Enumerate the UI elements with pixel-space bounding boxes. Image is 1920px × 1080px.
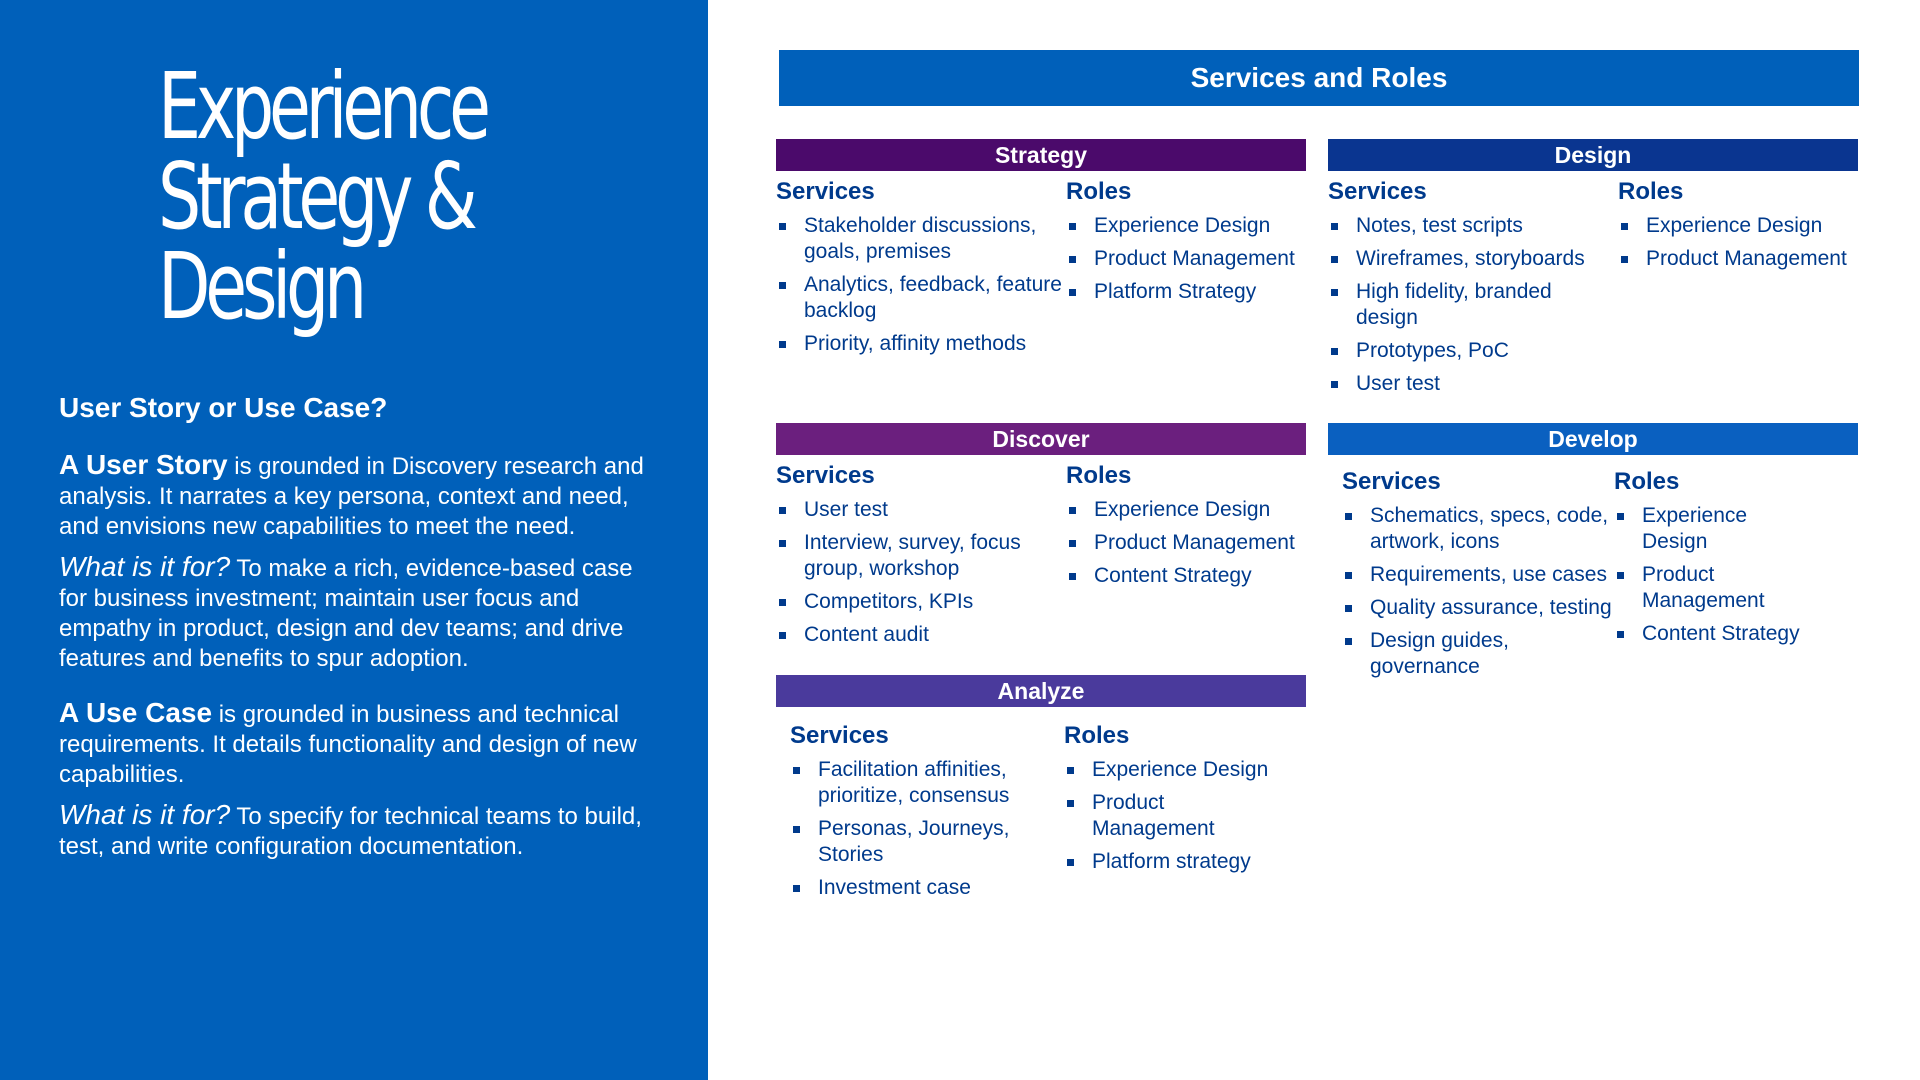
design-services <box>1328 171 1618 404</box>
title-line: Strategy & <box>158 143 473 250</box>
list-item: Analytics, feedback, feature backlog <box>776 272 1066 324</box>
list-item: Interview, survey, focus group, workshop <box>776 530 1066 582</box>
user-story-lead: A User Story <box>59 449 228 480</box>
services-label: Services <box>1328 178 1427 205</box>
title-line: Experience <box>158 53 486 160</box>
analyze-section <box>776 675 1306 908</box>
list-item: Facilitation affinities, prioritize, consensus <box>790 757 1064 809</box>
user-story-question: What is it for? <box>59 551 231 582</box>
list-item: Product Management <box>1618 246 1858 272</box>
services-label: Services <box>776 178 875 205</box>
list-item: Requirements, use cases <box>1342 562 1614 588</box>
roles-label: Roles <box>1614 468 1680 495</box>
list-item: Investment case <box>790 875 1064 901</box>
list-item: Experience Design <box>1618 213 1858 239</box>
strategy-header: Strategy <box>776 139 1306 171</box>
use-case-answer: To specify for technical teams to build, test, and write configuration documentation. <box>59 803 642 860</box>
list-item: Quality assurance, testing <box>1342 595 1614 621</box>
list-item: High fidelity, branded design <box>1328 279 1618 331</box>
discover-services <box>776 455 1066 655</box>
roles-label: Roles <box>1064 722 1130 749</box>
roles-label: Roles <box>1066 462 1132 489</box>
services-label: Services <box>790 722 889 749</box>
discover-section <box>776 423 1306 655</box>
strategy-section <box>776 139 1306 364</box>
list-item: Stakeholder discussions, goals, premises <box>776 213 1066 265</box>
design-section <box>1328 139 1858 404</box>
analyze-header: Analyze <box>776 675 1306 707</box>
list-item: Experience Design <box>1066 497 1306 523</box>
discover-roles <box>1066 455 1306 655</box>
user-story-text: is grounded in Discovery research and analysis. It narrates a key persona, context and need, and envisions new capabilities to meet the need. <box>59 453 644 540</box>
services-label: Services <box>776 462 875 489</box>
list-item: Notes, test scripts <box>1328 213 1618 239</box>
services-label: Services <box>1342 468 1441 495</box>
design-roles <box>1618 171 1858 404</box>
user-story-purpose <box>59 552 659 674</box>
discover-header: Discover <box>776 423 1306 455</box>
list-item: Content audit <box>776 622 1066 648</box>
section-heading: User Story or Use Case? <box>59 392 388 423</box>
list-item: Prototypes, PoC <box>1328 338 1618 364</box>
list-item: Personas, Journeys, Stories <box>790 816 1064 868</box>
list-item: Product Management <box>1614 562 1792 614</box>
develop-services <box>1342 461 1614 687</box>
list-item: Schematics, specs, code, artwork, icons <box>1342 503 1614 555</box>
list-item: Content Strategy <box>1066 563 1306 589</box>
develop-roles <box>1614 461 1814 687</box>
services-roles-banner: Services and Roles <box>779 50 1859 106</box>
analyze-roles <box>1064 715 1284 908</box>
list-item: Content Strategy <box>1614 621 1814 647</box>
strategy-services <box>776 171 1066 364</box>
list-item: Wireframes, storyboards <box>1328 246 1618 272</box>
left-panel <box>0 0 708 1080</box>
strategy-roles <box>1066 171 1306 364</box>
use-case-lead: A Use Case <box>59 697 213 728</box>
list-item: Priority, affinity methods <box>776 331 1066 357</box>
use-case-paragraph <box>59 698 659 790</box>
list-item: User test <box>1328 371 1618 397</box>
develop-section <box>1328 423 1858 687</box>
roles-label: Roles <box>1618 178 1684 205</box>
design-header: Design <box>1328 139 1858 171</box>
left-body <box>59 390 659 872</box>
list-item: Platform Strategy <box>1066 279 1306 305</box>
list-item: Design guides, governance <box>1342 628 1614 680</box>
list-item: Product Management <box>1064 790 1242 842</box>
develop-header: Develop <box>1328 423 1858 455</box>
list-item: User test <box>776 497 1066 523</box>
list-item: Product Management <box>1066 246 1306 272</box>
use-case-question: What is it for? <box>59 799 231 830</box>
slide-title <box>158 53 486 340</box>
list-item: Product Management <box>1066 530 1306 556</box>
use-case-purpose <box>59 800 659 862</box>
list-item: Experience Design <box>1614 503 1814 555</box>
list-item: Competitors, KPIs <box>776 589 1066 615</box>
list-item: Platform strategy <box>1064 849 1284 875</box>
analyze-services <box>790 715 1064 908</box>
user-story-paragraph <box>59 450 659 542</box>
list-item: Experience Design <box>1064 757 1284 783</box>
user-story-answer: To make a rich, evidence-based case for business investment; maintain user focus and empathy in product, design and dev teams; and drive features and benefits to spur adoption. <box>59 555 633 672</box>
use-case-text: is grounded in business and technical requirements. It details functionality and design of new capabilities. <box>59 701 637 788</box>
title-line: Design <box>158 233 362 340</box>
list-item: Experience Design <box>1066 213 1306 239</box>
roles-label: Roles <box>1066 178 1132 205</box>
